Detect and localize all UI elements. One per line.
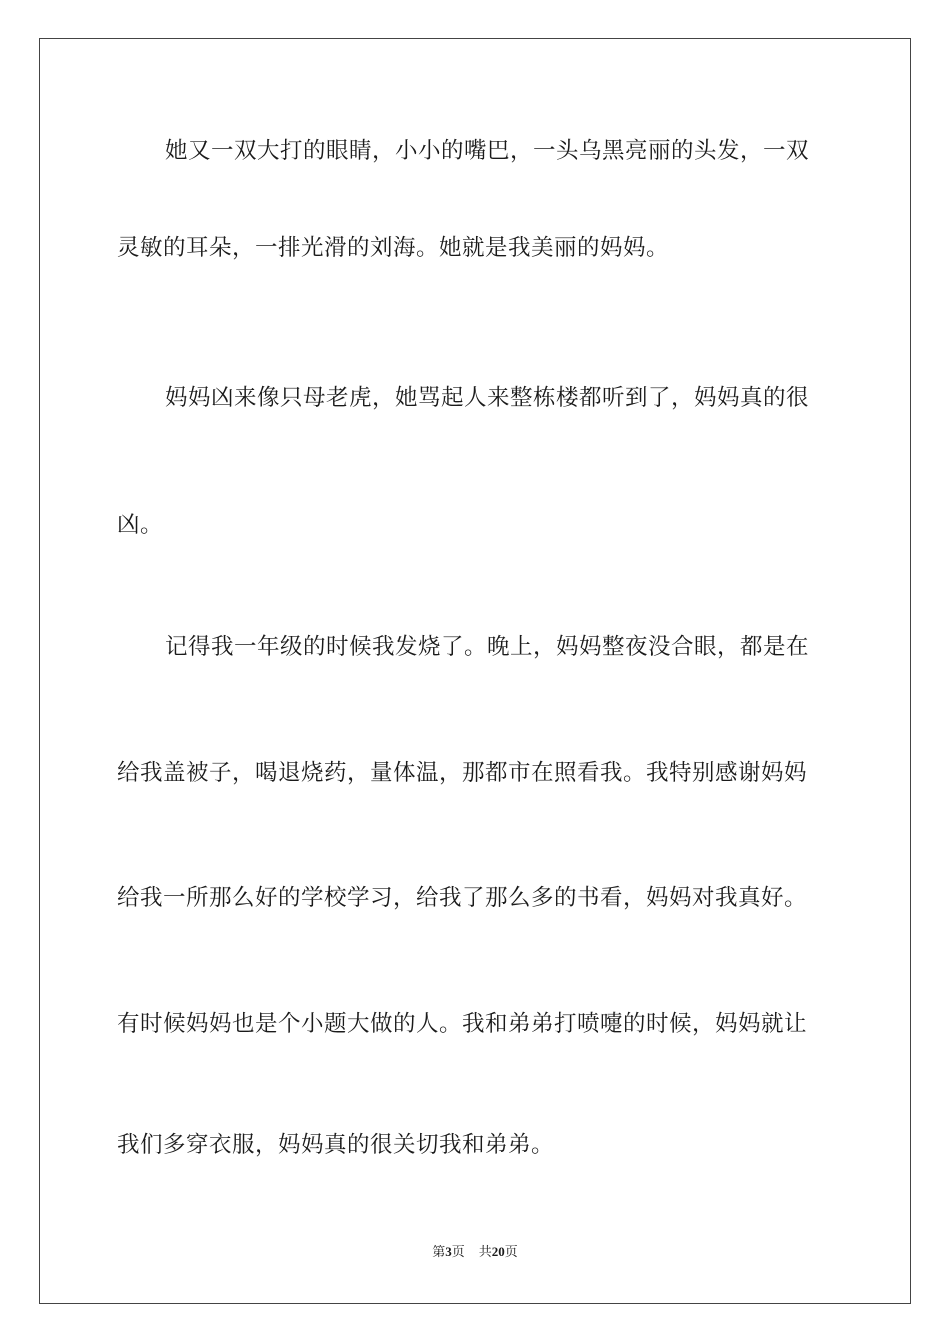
page-suffix: 页 (451, 1245, 465, 1260)
total-pages: 20 (491, 1244, 505, 1259)
paragraph-3-line-2: 给我盖被子，喝退烧药，量体温，那都市在照看我。我特别感谢妈妈 (117, 760, 808, 786)
paragraph-3-line-3: 给我一所那么好的学校学习，给我了那么多的书看，妈妈对我真好。 (117, 885, 808, 911)
page-prefix: 第 (432, 1245, 446, 1260)
page-footer (0, 1244, 950, 1261)
total-suffix: 页 (504, 1245, 518, 1260)
paragraph-1-line-2: 灵敏的耳朵，一排光滑的刘海。她就是我美丽的妈妈。 (117, 235, 670, 261)
paragraph-3-line-1: 记得我一年级的时候我发烧了。晚上，妈妈整夜没合眼，都是在 (165, 634, 810, 660)
paragraph-4-line-1: 有时候妈妈也是个小题大做的人。我和弟弟打喷嚏的时候，妈妈就让 (117, 1011, 808, 1037)
paragraph-4-line-2: 我们多穿衣服，妈妈真的很关切我和弟弟。 (117, 1132, 555, 1158)
page-number: 3 (445, 1244, 452, 1259)
page-border (39, 38, 911, 1304)
total-prefix: 共 (478, 1245, 492, 1260)
paragraph-1-line-1: 她又一双大打的眼睛，小小的嘴巴，一头乌黑亮丽的头发，一双 (165, 138, 810, 164)
paragraph-2-line-2: 凶。 (117, 512, 164, 538)
paragraph-2-line-1: 妈妈凶来像只母老虎，她骂起人来整栋楼都听到了，妈妈真的很 (165, 385, 810, 411)
